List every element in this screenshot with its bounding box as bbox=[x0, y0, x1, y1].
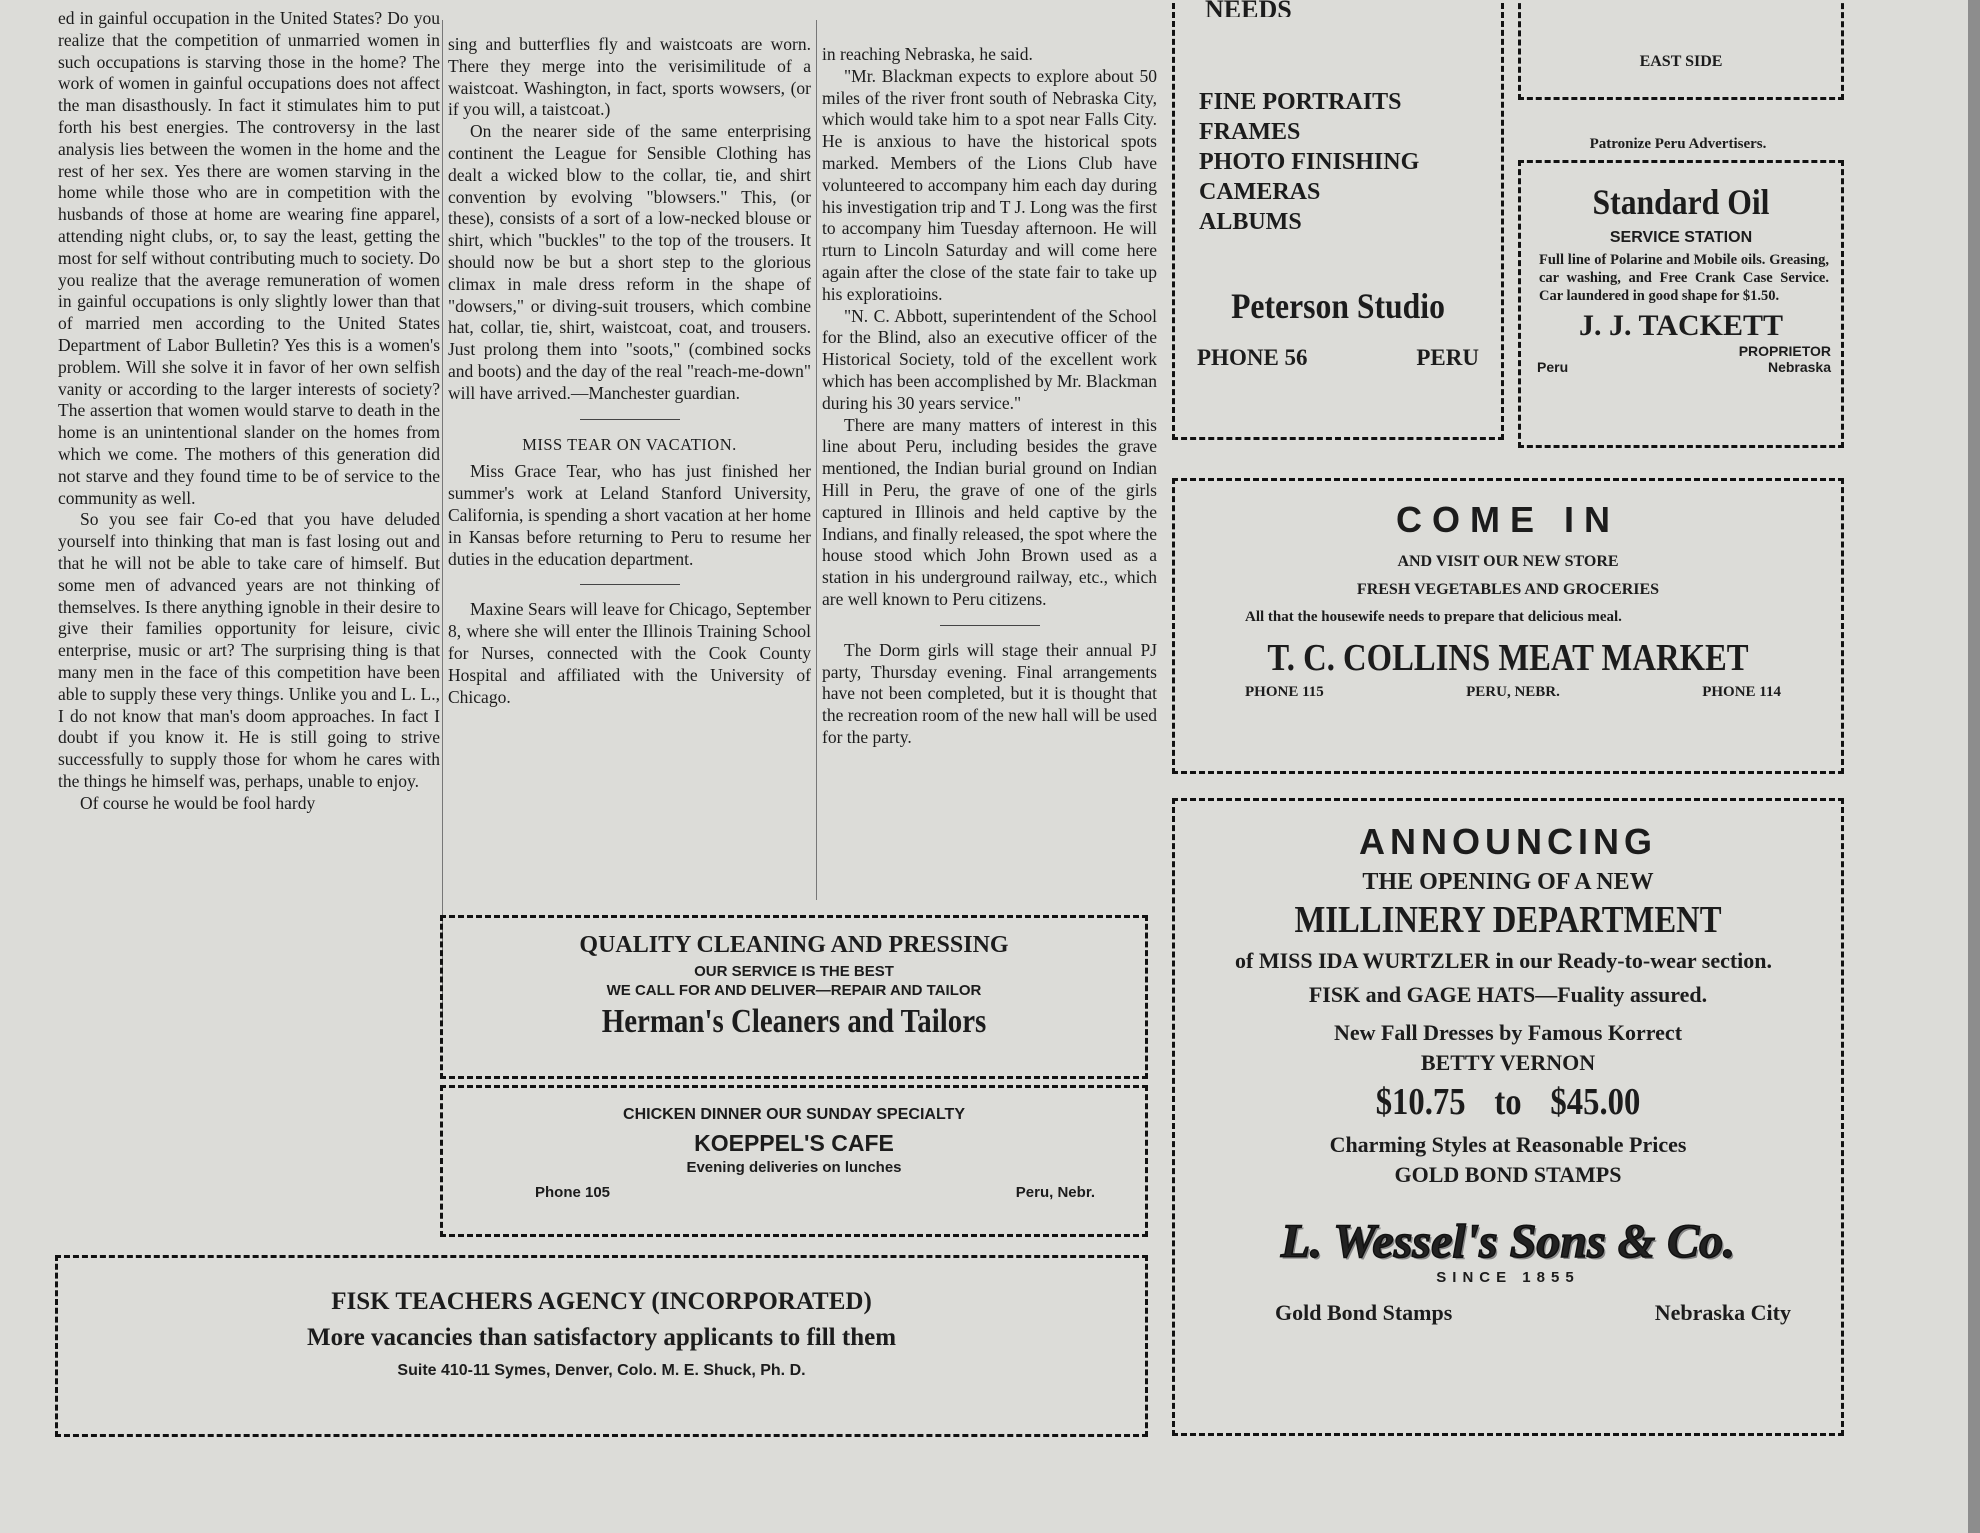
price-low: $10.75 bbox=[1375, 1081, 1466, 1123]
column-divider bbox=[442, 20, 443, 1025]
market-housewife: All that the housewife needs to prepare that delicious meal. bbox=[1245, 609, 1622, 625]
millinery-department: MILLINERY DEPARTMENT bbox=[1294, 899, 1722, 941]
col3-paragraph: "N. C. Abbott, superintendent of the School for the Blind, also an executive officer of the Historical Society, told of the excellent work which has been accomplished by Mr. Blackman during his 30 years service." bbox=[822, 305, 1157, 413]
article-headline: MISS TEAR ON VACATION. bbox=[522, 434, 737, 454]
wessels-since: SINCE 1855 bbox=[1436, 1269, 1580, 1286]
cafe-phone: Phone 105 bbox=[535, 1184, 611, 1201]
column-3-articles bbox=[822, 44, 1157, 749]
studio-city: PERU bbox=[1416, 345, 1479, 370]
col1-paragraph: ed in gainful occupation in the United States? Do you realize that the competition of unmarried women in such occupations is starving those in the home? The work of women in gainful occupations does not affect the man disasthously. In fact it stimulates him to put forth his best energies. The controversy in the last analysis lies between the women in the home and the rest of her sex. Yes there are women starving in the home while those who are in competition with the husbands of those at home are wearing fine apparel, attending night clubs, or, to say the least, getting the most for self without contributing much to society. Do you realize that the average remuneration of women in gainful occupations is only slightly lower than that of married men according to the United States Department of Labor Bulletin? Yes this is a women's problem. Will she solve it in favor of her own selfish vanity or according to the larger interests of society? The assertion that women would starve to death in the home is an unintentional slander on the homes from which we come. The mothers of this generation did not starve and they found time to be of service to the community as well. bbox=[58, 8, 440, 508]
studio-item: FINE PORTRAITS bbox=[1199, 89, 1402, 115]
column-2-articles bbox=[448, 34, 811, 708]
cleaners-name: Herman's Cleaners and Tailors bbox=[601, 1003, 987, 1040]
studio-items bbox=[1199, 87, 1501, 237]
oil-left: Peru bbox=[1537, 359, 1569, 375]
col1-paragraph: Of course he would be fool hardy bbox=[80, 792, 316, 813]
fisk-agency-slogan: More vacancies than satisfactory applicants to fill them bbox=[306, 1324, 897, 1351]
millinery-prices bbox=[1222, 1080, 1795, 1124]
patronize-banner: Patronize Peru Advertisers. bbox=[1589, 136, 1767, 152]
millinery-opening: THE OPENING OF A NEW bbox=[1362, 869, 1654, 895]
millinery-charming: Charming Styles at Reasonable Prices bbox=[1329, 1132, 1687, 1157]
studio-name: Peterson Studio bbox=[1231, 286, 1445, 326]
cafe-ad bbox=[440, 1085, 1148, 1237]
meat-market-ad bbox=[1172, 478, 1844, 774]
col2-paragraph: Maxine Sears will leave for Chicago, September 8, where she will enter the Illinois Training School for Nurses, connected with the Cook County Hospital and affiliated with the University of Chicago. bbox=[448, 599, 811, 707]
market-name: T. C. COLLINS MEAT MARKET bbox=[1267, 637, 1749, 679]
east-side-ad bbox=[1518, 0, 1844, 100]
millinery-stamps: GOLD BOND STAMPS bbox=[1394, 1162, 1622, 1187]
market-phone-1: PHONE 115 bbox=[1245, 684, 1324, 700]
millinery-announcing: ANNOUNCING bbox=[1359, 821, 1657, 862]
column-1-article bbox=[58, 8, 440, 814]
oil-right: Nebraska bbox=[1767, 359, 1831, 375]
market-phone-2: PHONE 114 bbox=[1702, 684, 1781, 700]
article-separator bbox=[580, 419, 680, 420]
millinery-hats: FISK and GAGE HATS—Fuality assured. bbox=[1308, 982, 1708, 1007]
studio-footer bbox=[1175, 327, 1501, 371]
article-separator bbox=[940, 625, 1040, 626]
fisk-agency-address: Suite 410-11 Symes, Denver, Colo. M. E. Shuck, Ph. D. bbox=[397, 1362, 806, 1379]
cafe-special: CHICKEN DINNER OUR SUNDAY SPECIALTY bbox=[623, 1106, 965, 1123]
col1-paragraph: So you see fair Co-ed that you have deluded yourself into thinking that man is fast losing out and that he will not be able to take care of himself. But some men of advanced years are not thinking of themselves. Is there anything ignoble in their desire to give their families opportunity for leisure, civic enterprise, music or art? The surprising thing is that many men in the face of this competition have been able to supply these very things. Unlike you and L. L., I do not know that man's doom approaches. In fact I doubt if you know it. He is still going to strive successfully to supply those for whom he cares with the things he himself was, perhaps, unable to enjoy. bbox=[58, 509, 440, 791]
cleaners-service: WE CALL FOR AND DELIVER—REPAIR AND TAILOR bbox=[606, 982, 982, 999]
col3-paragraph: in reaching Nebraska, he said. bbox=[822, 44, 1033, 64]
column-divider bbox=[816, 20, 817, 900]
article-separator bbox=[580, 584, 680, 585]
millinery-wurtzler: of MISS IDA WURTZLER in our Ready-to-wear section. bbox=[1235, 948, 1773, 973]
studio-phone: PHONE 56 bbox=[1197, 345, 1308, 370]
market-visit: AND VISIT OUR NEW STORE bbox=[1397, 553, 1619, 570]
oil-footer bbox=[1521, 359, 1841, 375]
wessels-city: Nebraska City bbox=[1654, 1300, 1791, 1325]
millinery-ad bbox=[1172, 798, 1844, 1436]
cafe-deliveries: Evening deliveries on lunches bbox=[686, 1159, 902, 1176]
cleaners-tagline: OUR SERVICE IS THE BEST bbox=[694, 963, 894, 980]
col2-paragraph: On the nearer side of the same enterprising continent the League for Sensible Clothing has dealt a wicked blow to the collar, tie, and shirt convention by evolving "blowsers." This, (or these), consists of a sort of a low-necked blouse or shirt, which "buckles" to the top of the trousers. It should now be but a short step to the glorious climax in male dress reform in the shape of "dowsers," or diving-suit trousers, which combine hat, collar, tie, shirt, waistcoat, coat, and trousers. Just prolong them into "soots," (combined socks and boots) and the day of the real "reach-me-down" will have arrived.—Manchester guardian. bbox=[448, 121, 811, 403]
cleaners-ad bbox=[440, 915, 1148, 1079]
wessels-footer bbox=[1175, 1286, 1841, 1326]
col3-paragraph: There are many matters of interest in this line about Peru, including besides the grave mentioned, the Indian burial ground on Indian Hill in Peru, the grave of one of the girls captured in Illinois and held captive by the Indians, and finally released, the spot where the house stood which John Brown used as a station in his underground railway, etc., which are well known to Peru citizens. bbox=[822, 414, 1157, 609]
studio-item: PHOTO FINISHING bbox=[1199, 149, 1420, 175]
market-footer bbox=[1175, 680, 1841, 701]
cafe-city: Peru, Nebr. bbox=[1015, 1184, 1095, 1201]
wessels-stamps: Gold Bond Stamps bbox=[1275, 1300, 1453, 1325]
col2-paragraph: Miss Grace Tear, who has just finished her summer's work at Leland Stanford University, California, is spending a short vacation at her home in Kansas before returning to Peru to resume her duties in the education department. bbox=[448, 461, 811, 569]
millinery-brand: BETTY VERNON bbox=[1420, 1050, 1596, 1075]
col2-paragraph: sing and butterflies fly and waistcoats are worn. There they merge into the verisimilitude of a waistcoat. Washington, in fact, sports wowsers, (or if you will, a taistcoat.) bbox=[448, 34, 811, 120]
price-to: to bbox=[1494, 1081, 1522, 1123]
studio-item: FRAMES bbox=[1199, 119, 1301, 145]
oil-title: Standard Oil bbox=[1592, 182, 1770, 222]
fisk-agency-ad bbox=[55, 1255, 1148, 1437]
east-side-text: EAST SIDE bbox=[1639, 53, 1723, 70]
studio-needs-heading: NEEDS bbox=[1205, 0, 1292, 17]
col3-paragraph: "Mr. Blackman expects to explore about 50 miles of the river front south of Nebraska City, which would take him to a spot near Falls City. He is anxious to have the historical spots marked. Members of the Lions Club have volunteered to accompany him each day during his investigation trip and T J. Long was the first to accompany him Tuesday afternoon. He will rturn to Lincoln Saturday and will come here again after the close of the state fair to take up his exploratioins. bbox=[822, 65, 1157, 304]
cleaners-headline: QUALITY CLEANING AND PRESSING bbox=[579, 932, 1009, 958]
oil-proprietor-name: J. J. TACKETT bbox=[1579, 309, 1783, 342]
col3-paragraph: The Dorm girls will stage their annual PJ party, Thursday evening. Final arrangements have not been completed, but it is thought that the recreation room of the new hall will be used for the party. bbox=[822, 639, 1157, 747]
studio-ad bbox=[1172, 0, 1504, 440]
millinery-dresses: New Fall Dresses by Famous Korrect bbox=[1333, 1020, 1683, 1045]
oil-role: PROPRIETOR bbox=[1738, 343, 1831, 359]
market-city: PERU, NEBR. bbox=[1466, 684, 1560, 700]
wessels-logo: L. Wessel's Sons & Co. bbox=[1280, 1215, 1736, 1268]
cafe-name: KOEPPEL'S CAFE bbox=[694, 1130, 894, 1156]
fisk-agency-name: FISK TEACHERS AGENCY (INCORPORATED) bbox=[331, 1288, 872, 1315]
studio-item: CAMERAS bbox=[1199, 179, 1321, 205]
standard-oil-ad bbox=[1518, 160, 1844, 448]
oil-description: Full line of Polarine and Mobile oils. Greasing, car washing, and Free Crank Case Service. Car laundered in good shape for $1.50. bbox=[1539, 252, 1829, 304]
price-high: $45.00 bbox=[1550, 1081, 1641, 1123]
market-produce: FRESH VEGETABLES AND GROCERIES bbox=[1356, 581, 1660, 598]
cafe-footer bbox=[443, 1176, 1145, 1201]
studio-item: ALBUMS bbox=[1199, 209, 1302, 235]
oil-subtitle: SERVICE STATION bbox=[1609, 229, 1753, 246]
market-title: COME IN bbox=[1395, 499, 1620, 540]
